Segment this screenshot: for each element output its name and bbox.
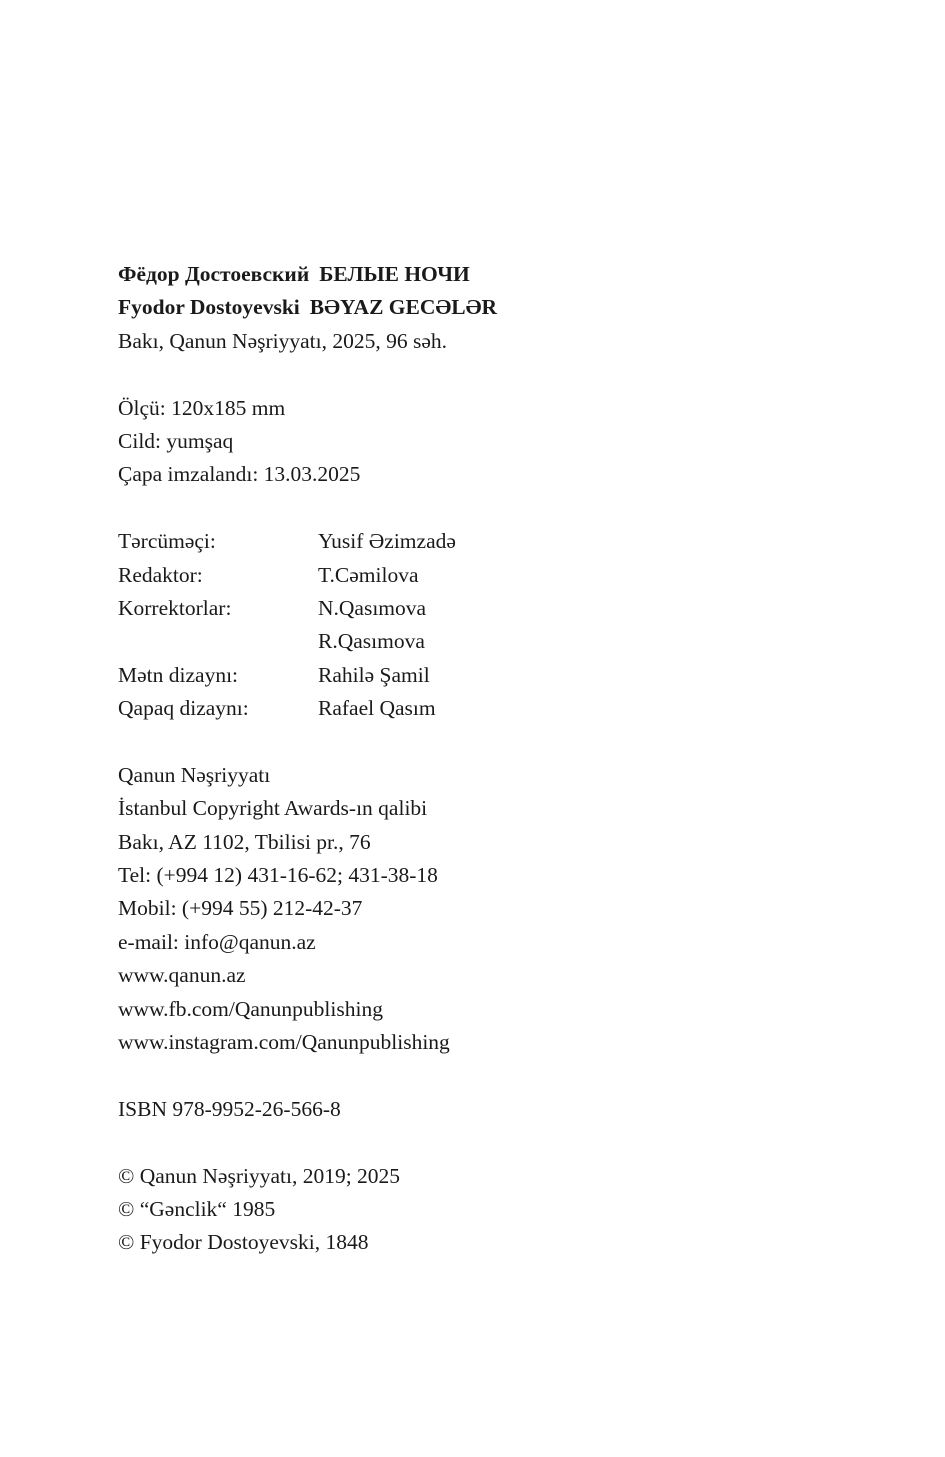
publisher-facebook: www.fb.com/Qanunpublishing (118, 996, 383, 1021)
credit-label: Mətn dizaynı: (118, 662, 239, 687)
azerbaijani-title-line (118, 291, 878, 324)
credit-row-translator (118, 525, 878, 558)
azerbaijani-author: Fyodor Dostoyevski (118, 295, 300, 320)
azerbaijani-title: BƏYAZ GECƏLƏR (309, 295, 498, 320)
credit-value: Rafael Qasım (318, 696, 436, 721)
copyright-author: © Fyodor Dostoyevski, 1848 (118, 1230, 369, 1255)
publisher-award: İstanbul Copyright Awards-ın qalibi (118, 796, 428, 821)
credit-row-proofreaders (118, 592, 878, 625)
credit-value: T.Cəmilova (318, 562, 419, 587)
credit-row-text-design (118, 659, 878, 692)
credit-label: Korrektorlar: (118, 595, 232, 620)
credit-value: N.Qasımova (318, 595, 427, 620)
copyright-publisher: © Qanun Nəşriyyatı, 2019; 2025 (118, 1163, 401, 1188)
credit-label: Redaktor: (118, 562, 203, 587)
print-date-spec: Çapa imzalandı: 13.03.2025 (118, 462, 361, 487)
credit-label: Qapaq dizaynı: (118, 696, 249, 721)
binding-spec: Cild: yumşaq (118, 428, 234, 453)
credit-row-editor (118, 559, 878, 592)
credit-value: Rahilə Şamil (318, 662, 430, 687)
publisher-website: www.qanun.az (118, 963, 246, 988)
credit-value: Yusif Əzimzadə (318, 529, 456, 554)
russian-title: БЕЛЫЕ НОЧИ (319, 262, 470, 286)
publisher-mobile: Mobil: (+994 55) 212-42-37 (118, 896, 363, 921)
credit-value: R.Qasımova (318, 629, 425, 654)
credit-row-cover-design (118, 692, 878, 725)
russian-author: Фёдор Достоевский (118, 262, 310, 286)
colophon-page (118, 258, 878, 1260)
publisher-phone: Tel: (+994 12) 431-16-62; 431-38-18 (118, 863, 438, 888)
publisher-name: Qanun Nəşriyyatı (118, 762, 271, 787)
size-spec: Ölçü: 120x185 mm (118, 395, 286, 420)
credit-label: Tərcüməçi: (118, 529, 216, 554)
credit-row-proofreaders-cont (118, 625, 878, 658)
publisher-email: e-mail: info@qanun.az (118, 929, 316, 954)
isbn: ISBN 978-9952-26-566-8 (118, 1096, 341, 1121)
publisher-address: Bakı, AZ 1102, Tbilisi pr., 76 (118, 829, 371, 854)
imprint-line: Bakı, Qanun Nəşriyyatı, 2025, 96 səh. (118, 328, 448, 353)
copyright-genclik: © “Gənclik“ 1985 (118, 1196, 276, 1221)
credit-label (118, 625, 318, 658)
russian-title-line (118, 258, 878, 291)
publisher-instagram: www.instagram.com/Qanunpublishing (118, 1029, 450, 1054)
